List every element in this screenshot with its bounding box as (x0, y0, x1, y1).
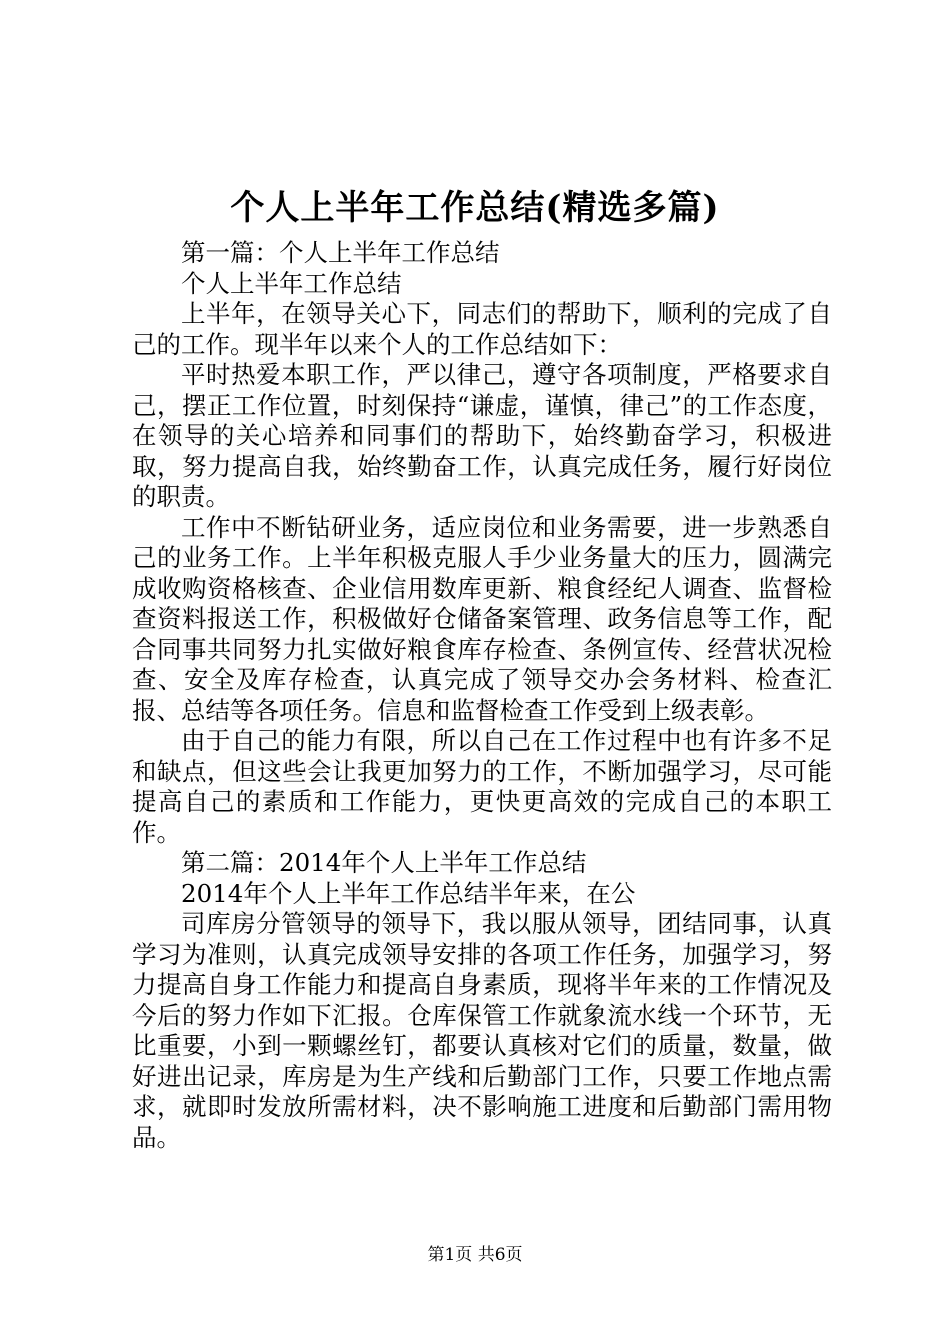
document-body (132, 238, 832, 1153)
section-heading-2: 第二篇：2014年个人上半年工作总结 (181, 848, 587, 877)
paragraph-intro: 上半年，在领导关心下，同志们的帮助下，顺利的完成了自己的工作。现半年以来个人的工作总结如下： (132, 299, 832, 359)
document-title: 个人上半年工作总结(精选多篇) (230, 188, 720, 228)
paragraph-shortcomings: 由于自己的能力有限，所以自己在工作过程中也有许多不足和缺点，但这些会让我更加努力的工作，不断加强学习，尽可能提高自己的素质和工作能力，更快更高效的完成自己的本职工作。 (132, 726, 832, 847)
paragraph-warehouse: 司库房分管领导的领导下，我以服从领导，团结同事，认真学习为准则，认真完成领导安排的各项工作任务，加强学习，努力提高自身工作能力和提高自身素质，现将半年来的工作情况及今后的努力作如下汇报。仓库保管工作就象流水线一个环节，无比重要，小到一颗螺丝钉，都要认真核对它们的质量，数量，做好进出记录，库房是为生产线和后勤部门工作，只要工作地点需求，就即时发放所需材料，决不影响施工进度和后勤部门需用物品。 (132, 909, 832, 1152)
page-number-footer: 第1页 共6页 (427, 1245, 523, 1265)
subheading-2: 2014年个人上半年工作总结半年来，在公 (181, 878, 636, 908)
subheading-1: 个人上半年工作总结 (181, 268, 402, 298)
paragraph-attitude: 平时热爱本职工作，严以律己，遵守各项制度，严格要求自己，摆正工作位置，时刻保持“谦虚，谨慎，律己”的工作态度，在领导的关心培养和同事们的帮助下，始终勤奋学习，积极进取，努力提高自我，始终勤奋工作，认真完成任务，履行好岗位的职责。 (132, 360, 832, 511)
paragraph-work: 工作中不断钻研业务，适应岗位和业务需要，进一步熟悉自己的业务工作。上半年积极克服人手少业务量大的压力，圆满完成收购资格核查、企业信用数库更新、粮食经纪人调查、监督检查资料报送工作，积极做好仓储备案管理、政务信息等工作，配合同事共同努力扎实做好粮食库存检查、条例宣传、经营状况检查、安全及库存检查，认真完成了领导交办会务材料、检查汇报、总结等各项任务。信息和监督检查工作受到上级表彰。 (132, 512, 832, 725)
section-heading-1: 第一篇：个人上半年工作总结 (181, 238, 500, 267)
